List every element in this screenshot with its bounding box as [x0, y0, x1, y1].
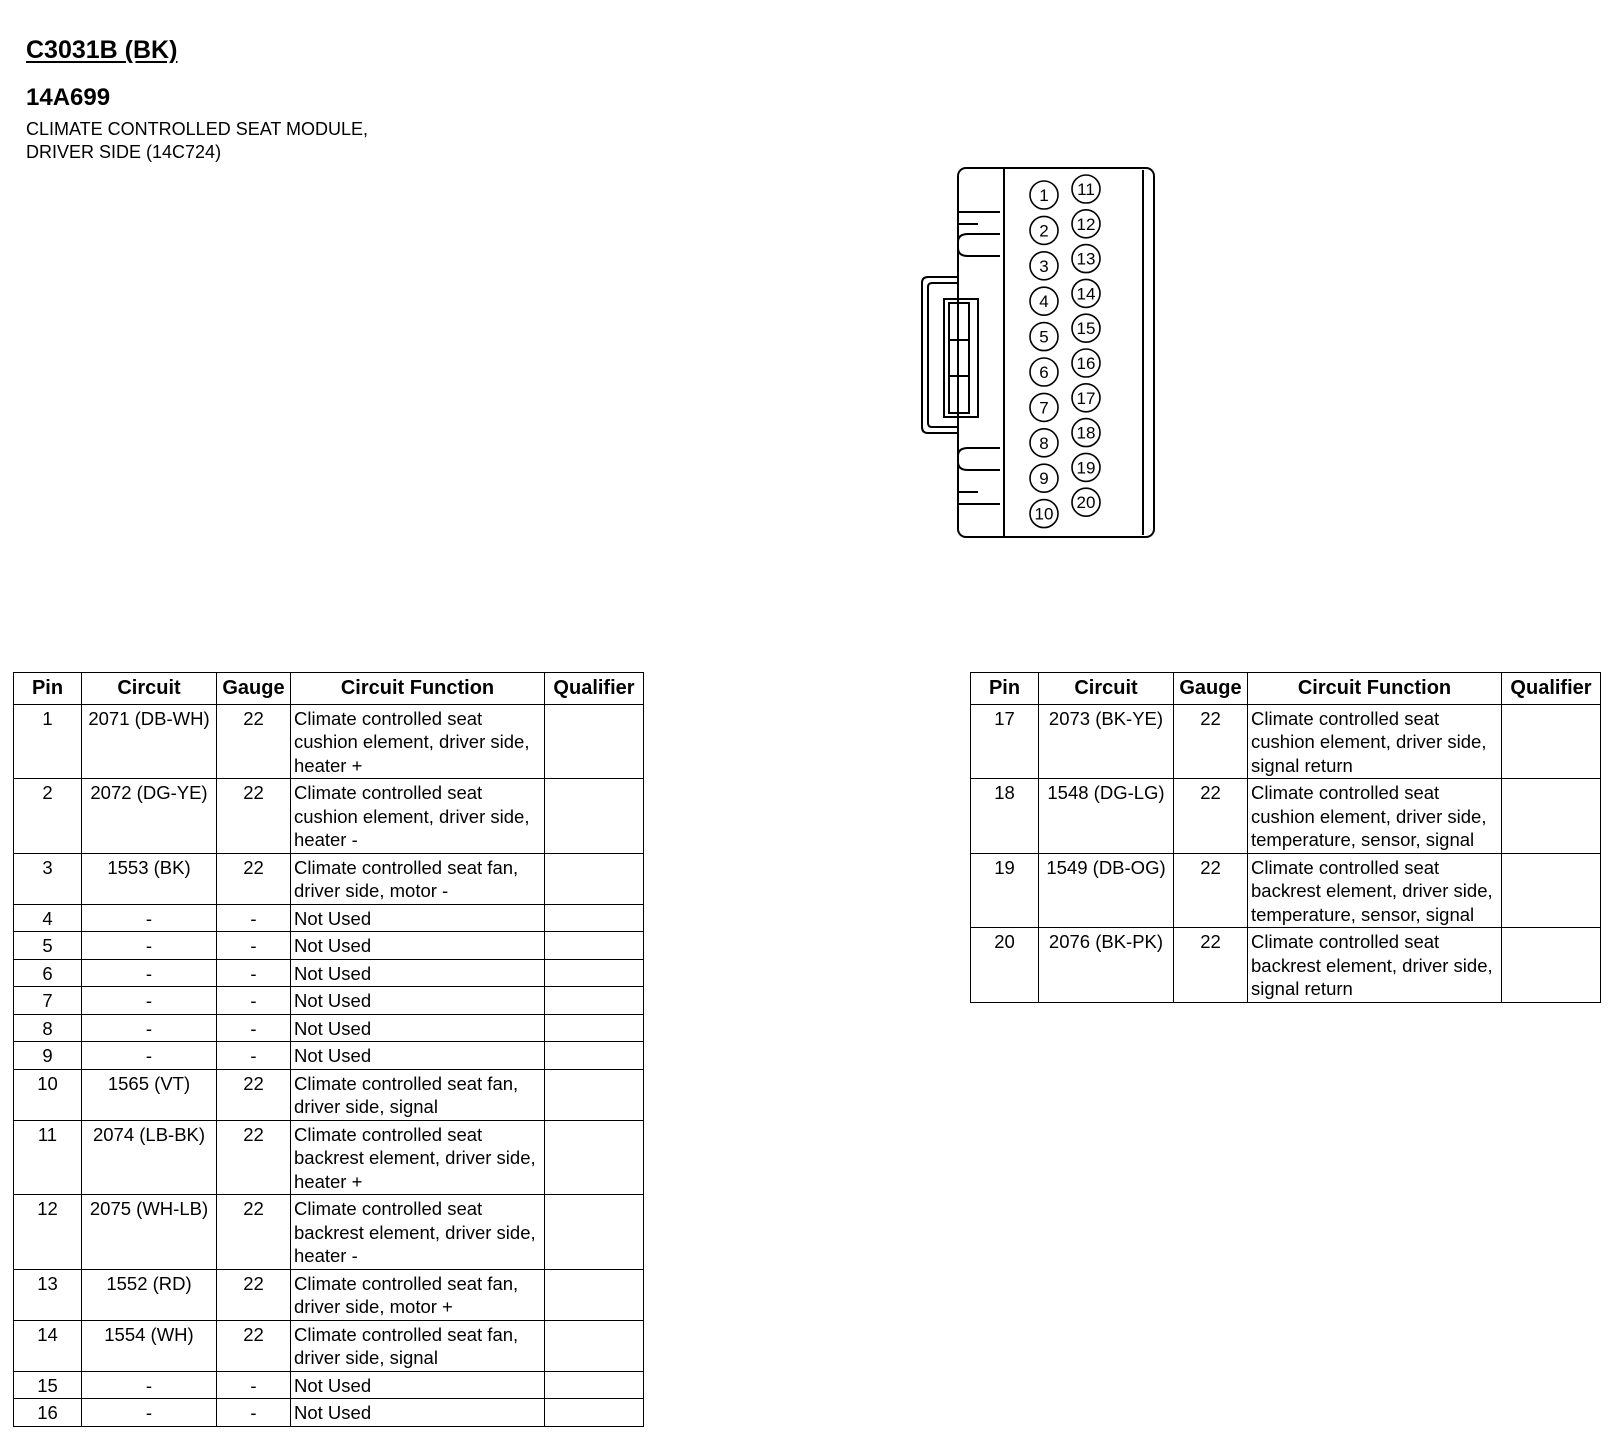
qualifier-cell [545, 1399, 644, 1427]
circuit-function-cell: Climate controlled seat cushion element, driver side, heater - [291, 779, 545, 854]
gauge-cell: 22 [217, 704, 291, 779]
gauge-cell: - [217, 959, 291, 987]
circuit-cell: 2071 (DB-WH) [82, 704, 217, 779]
gauge-cell: - [217, 987, 291, 1015]
table-row [14, 1120, 644, 1195]
pin-cell: 2 [14, 779, 82, 854]
pin-cell: 17 [971, 704, 1039, 779]
circuit-cell: 2073 (BK-YE) [1039, 704, 1174, 779]
qualifier-cell [545, 1014, 644, 1042]
pin-cell: 16 [14, 1399, 82, 1427]
pin-cell: 10 [14, 1069, 82, 1120]
table-row [14, 959, 644, 987]
pin-number-label: 10 [1034, 504, 1054, 524]
circuit-function-cell: Climate controlled seat cushion element, driver side, temperature, sensor, signal [1248, 779, 1502, 854]
qualifier-cell [545, 932, 644, 960]
gauge-cell: - [217, 1399, 291, 1427]
circuit-cell: - [82, 1399, 217, 1427]
pin-number-label: 14 [1076, 284, 1096, 304]
circuit-cell: - [82, 959, 217, 987]
circuit-function-cell: Not Used [291, 1014, 545, 1042]
gauge-cell: - [217, 932, 291, 960]
connector-face-diagram [918, 164, 1164, 544]
pin-cell: 9 [14, 1042, 82, 1070]
pinout-table-right [970, 672, 1601, 1003]
circuit-function-cell: Climate controlled seat backrest element, driver side, temperature, sensor, signal [1248, 853, 1502, 928]
pin-cell: 3 [14, 853, 82, 904]
gauge-cell: - [217, 1014, 291, 1042]
header-gauge: Gauge [217, 673, 291, 705]
table-row [14, 1320, 644, 1371]
pin-cell: 20 [971, 928, 1039, 1003]
header-qualifier: Qualifier [545, 673, 644, 705]
gauge-cell: - [217, 1371, 291, 1399]
circuit-cell: - [82, 1014, 217, 1042]
table-row [14, 1195, 644, 1270]
header-circuit: Circuit [82, 673, 217, 705]
table-row [14, 853, 644, 904]
header-circuit: Circuit [1039, 673, 1174, 705]
table-row [14, 904, 644, 932]
qualifier-cell [1502, 928, 1601, 1003]
pin-number-label: 3 [1039, 256, 1049, 276]
header-pin: Pin [971, 673, 1039, 705]
circuit-cell: 1554 (WH) [82, 1320, 217, 1371]
header-circuit-function: Circuit Function [291, 673, 545, 705]
circuit-function-cell: Not Used [291, 1371, 545, 1399]
circuit-function-cell: Climate controlled seat cushion element, driver side, heater + [291, 704, 545, 779]
table-row [14, 1399, 644, 1427]
gauge-cell: 22 [217, 853, 291, 904]
qualifier-cell [545, 704, 644, 779]
gauge-cell: - [217, 904, 291, 932]
circuit-function-cell: Not Used [291, 959, 545, 987]
qualifier-cell [545, 959, 644, 987]
gauge-cell: 22 [217, 1120, 291, 1195]
qualifier-cell [545, 853, 644, 904]
circuit-function-cell: Climate controlled seat backrest element, driver side, signal return [1248, 928, 1502, 1003]
circuit-function-cell: Not Used [291, 904, 545, 932]
gauge-cell: 22 [217, 1269, 291, 1320]
qualifier-cell [545, 1195, 644, 1270]
pin-cell: 1 [14, 704, 82, 779]
table-header-row [971, 673, 1601, 705]
pin-number-label: 6 [1039, 363, 1049, 382]
pin-number-label: 4 [1039, 292, 1049, 312]
header-qualifier: Qualifier [1502, 673, 1601, 705]
qualifier-cell [1502, 779, 1601, 854]
pin-number-label: 13 [1076, 249, 1096, 269]
pin-number-label: 11 [1077, 180, 1095, 199]
circuit-cell: - [82, 1042, 217, 1070]
pin-column-left [1030, 181, 1058, 528]
circuit-function-cell: Climate controlled seat fan, driver side, motor - [291, 853, 545, 904]
qualifier-cell [545, 1120, 644, 1195]
circuit-function-cell: Climate controlled seat fan, driver side, signal [291, 1320, 545, 1371]
qualifier-cell [545, 1371, 644, 1399]
circuit-function-cell: Climate controlled seat backrest element, driver side, heater - [291, 1195, 545, 1270]
circuit-function-cell: Not Used [291, 1042, 545, 1070]
table-row [14, 1069, 644, 1120]
gauge-cell: 22 [1174, 779, 1248, 854]
pin-number-label: 16 [1076, 354, 1096, 373]
table-row [14, 1042, 644, 1070]
table-row [971, 779, 1601, 854]
gauge-cell: 22 [217, 1320, 291, 1371]
pin-cell: 13 [14, 1269, 82, 1320]
qualifier-cell [1502, 704, 1601, 779]
pin-number-label: 18 [1076, 423, 1096, 443]
circuit-cell: 1552 (RD) [82, 1269, 217, 1320]
qualifier-cell [545, 904, 644, 932]
pin-cell: 5 [14, 932, 82, 960]
pin-number-label: 9 [1039, 469, 1049, 489]
pin-number-label: 8 [1039, 433, 1049, 453]
pin-cell: 19 [971, 853, 1039, 928]
header-gauge: Gauge [1174, 673, 1248, 705]
header-pin: Pin [14, 673, 82, 705]
table-row [14, 1269, 644, 1320]
qualifier-cell [545, 1269, 644, 1320]
circuit-function-cell: Climate controlled seat backrest element, driver side, heater + [291, 1120, 545, 1195]
pin-number-label: 19 [1076, 458, 1096, 478]
table-row [971, 853, 1601, 928]
circuit-cell: - [82, 904, 217, 932]
qualifier-cell [545, 1320, 644, 1371]
pin-cell: 8 [14, 1014, 82, 1042]
circuit-cell: 1565 (VT) [82, 1069, 217, 1120]
circuit-cell: 1553 (BK) [82, 853, 217, 904]
gauge-cell: 22 [217, 1069, 291, 1120]
circuit-function-cell: Not Used [291, 1399, 545, 1427]
circuit-function-cell: Climate controlled seat cushion element, driver side, signal return [1248, 704, 1502, 779]
part-number: 14A699 [26, 84, 111, 111]
module-description-line2: DRIVER SIDE (14C724) [26, 142, 222, 162]
table-row [14, 704, 644, 779]
gauge-cell: 22 [1174, 928, 1248, 1003]
circuit-cell: 2075 (WH-LB) [82, 1195, 217, 1270]
module-description-line1: CLIMATE CONTROLLED SEAT MODULE, [26, 119, 369, 139]
gauge-cell: 22 [217, 779, 291, 854]
pin-cell: 11 [14, 1120, 82, 1195]
pin-number-label: 2 [1039, 221, 1049, 241]
pin-cell: 6 [14, 959, 82, 987]
pinout-table-left [13, 672, 644, 1427]
circuit-cell: 1548 (DG-LG) [1039, 779, 1174, 854]
circuit-cell: - [82, 932, 217, 960]
pin-cell: 12 [14, 1195, 82, 1270]
pin-column-right [1072, 175, 1100, 516]
pin-cell: 18 [971, 779, 1039, 854]
qualifier-cell [545, 779, 644, 854]
header-circuit-function: Circuit Function [1248, 673, 1502, 705]
table-row [971, 704, 1601, 779]
table-row [971, 928, 1601, 1003]
gauge-cell: - [217, 1042, 291, 1070]
pin-cell: 15 [14, 1371, 82, 1399]
pin-number-label: 1 [1039, 186, 1049, 205]
pin-cell: 7 [14, 987, 82, 1015]
qualifier-cell [545, 1069, 644, 1120]
table-row [14, 987, 644, 1015]
circuit-function-cell: Climate controlled seat fan, driver side, signal [291, 1069, 545, 1120]
table-row [14, 1371, 644, 1399]
qualifier-cell [1502, 853, 1601, 928]
circuit-function-cell: Climate controlled seat fan, driver side, motor + [291, 1269, 545, 1320]
table-row [14, 932, 644, 960]
connector-title: C3031B (BK) [26, 36, 178, 64]
table-row [14, 779, 644, 854]
circuit-cell: 2074 (LB-BK) [82, 1120, 217, 1195]
circuit-function-cell: Not Used [291, 932, 545, 960]
circuit-cell: 2076 (BK-PK) [1039, 928, 1174, 1003]
pin-number-label: 17 [1076, 388, 1096, 408]
pin-number-label: 7 [1039, 398, 1049, 418]
circuit-cell: 1549 (DB-OG) [1039, 853, 1174, 928]
table-header-row [14, 673, 644, 705]
table-row [14, 1014, 644, 1042]
qualifier-cell [545, 1042, 644, 1070]
pin-number-label: 20 [1076, 493, 1096, 513]
circuit-cell: - [82, 987, 217, 1015]
pin-number-label: 5 [1039, 327, 1049, 347]
gauge-cell: 22 [217, 1195, 291, 1270]
pin-number-label: 15 [1076, 319, 1096, 339]
pin-cell: 14 [14, 1320, 82, 1371]
gauge-cell: 22 [1174, 704, 1248, 779]
qualifier-cell [545, 987, 644, 1015]
pin-number-label: 12 [1076, 214, 1096, 234]
pin-cell: 4 [14, 904, 82, 932]
circuit-cell: 2072 (DG-YE) [82, 779, 217, 854]
gauge-cell: 22 [1174, 853, 1248, 928]
circuit-cell: - [82, 1371, 217, 1399]
circuit-function-cell: Not Used [291, 987, 545, 1015]
